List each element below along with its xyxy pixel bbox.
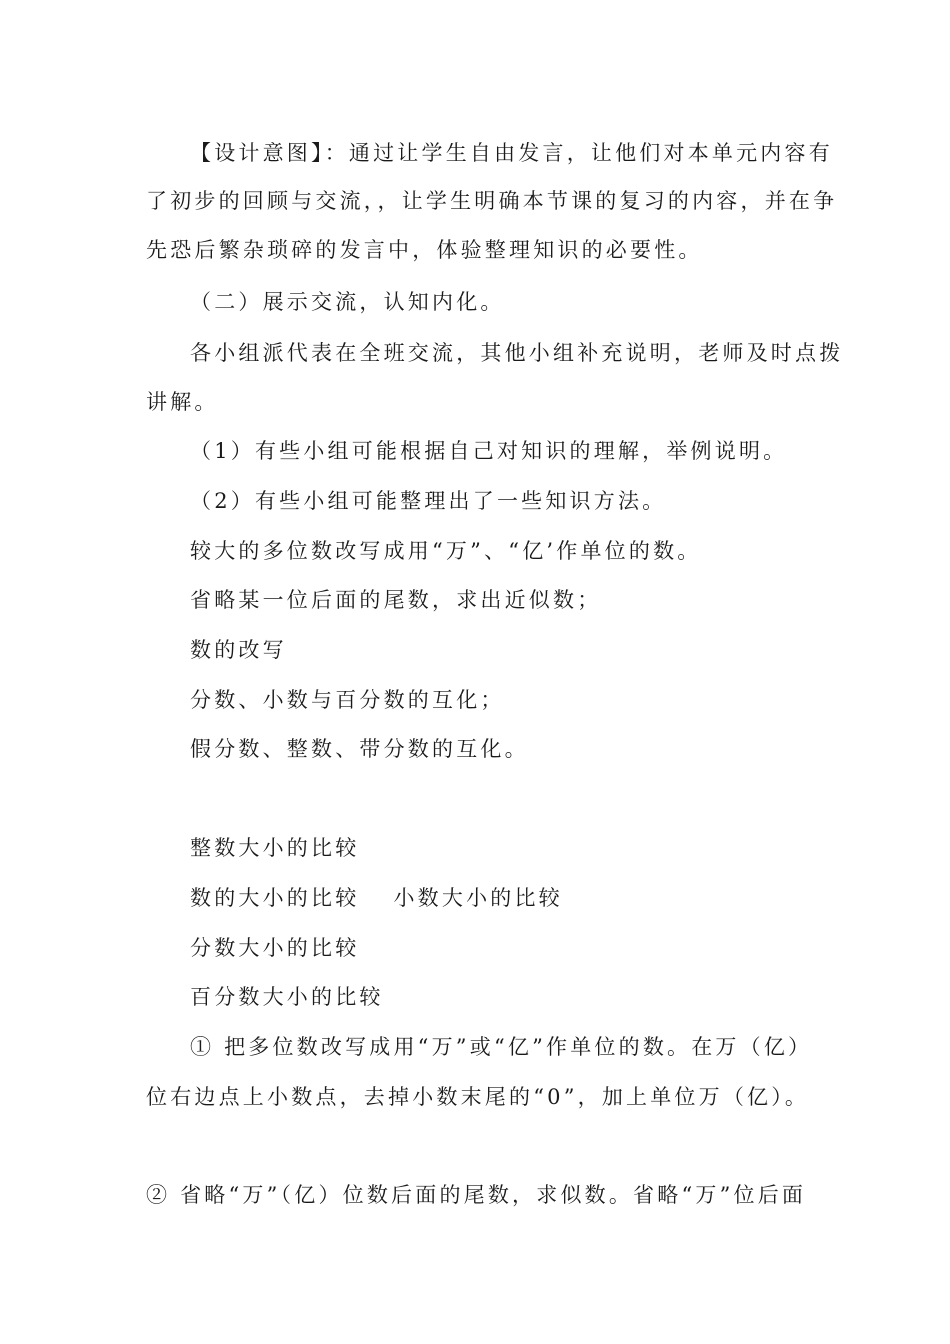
paragraph-line: ② 省略“万”（亿）位数后面的尾数，求似数。省略“万”位后面 [146,1183,807,1207]
list-item: 数的大小的比较 小数大小的比较 [190,886,563,910]
list-item: 省略某一位后面的尾数，求出近似数； [190,588,602,612]
list-item: 较大的多位数改写成用“万”、“亿’作单位的数。 [190,539,702,563]
paragraph-line: 先恐后繁杂琐碎的发言中，体验整理知识的必要性。 [146,238,703,262]
paragraph-line: 位右边点上小数点，去掉小数末尾的“0”，加上单位万（亿）。 [146,1085,810,1109]
list-item: 分数、小数与百分数的互化； [190,688,505,712]
list-item: 整数大小的比较 [190,836,360,860]
paragraph-line: 了初步的回顾与交流，，让学生明确本节课的复习的内容，并在争 [146,189,838,213]
list-item: 百分数大小的比较 [190,985,384,1009]
list-item: 分数大小的比较 [190,936,360,960]
list-item: （2）有些小组可能整理出了一些知识方法。 [190,489,667,513]
list-item: 数的改写 [190,638,287,662]
section-heading: （二）展示交流，认知内化。 [190,290,505,314]
list-item: （1）有些小组可能根据自己对知识的理解，举例说明。 [190,439,788,463]
paragraph-line: ① 把多位数改写成用“万”或“亿”作单位的数。在万（亿） [190,1035,813,1059]
paragraph-line: 【设计意图】：通过让学生自由发言，让他们对本单元内容有 [190,141,833,165]
list-item: 假分数、整数、带分数的互化。 [190,737,529,761]
paragraph-line: 讲解。 [146,390,219,414]
paragraph-line: 各小组派代表在全班交流，其他小组补充说明，老师及时点拨 [190,341,844,365]
